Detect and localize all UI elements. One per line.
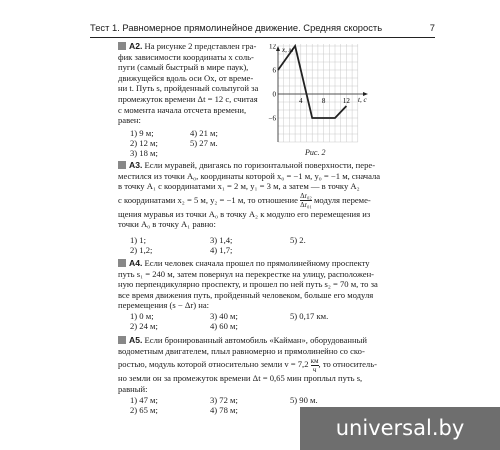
a4-line: перемещения (s − Δr) на: bbox=[118, 300, 210, 311]
a2-line: равен: bbox=[118, 115, 141, 126]
a4-answer: 3) 40 м; bbox=[210, 311, 238, 321]
y-tick-label: 6 bbox=[272, 66, 276, 75]
a5-line: водометным двигателем, плыл равномерно и прямолинейно со ско- bbox=[118, 345, 365, 356]
a5-text bbox=[118, 335, 377, 394]
square-bullet-icon bbox=[118, 42, 126, 50]
a3-fraction-num: Δr₀₂ bbox=[300, 192, 312, 201]
a5-line: равный: bbox=[118, 383, 148, 394]
a3-line: с координатами x₂ = 5 м, y₂ = −1 м, то отношение bbox=[118, 194, 298, 205]
header-rule bbox=[90, 37, 435, 38]
a5-fraction-num: км bbox=[310, 356, 319, 365]
a5-answer: 3) 72 м; bbox=[210, 395, 238, 405]
a2-line: движущейся вдоль оси Ox, от време- bbox=[118, 72, 254, 83]
a2-line: ни t. Путь s, пройденный сольпугой за bbox=[118, 83, 259, 94]
a2-answer: 5) 27 м. bbox=[190, 138, 218, 148]
a3-answer: 4) 1,7; bbox=[210, 245, 233, 255]
a2-text bbox=[118, 41, 258, 126]
a4-answer: 5) 0,17 км. bbox=[290, 311, 329, 321]
a5-line: но земли он за промежуток времени Δt = 0,65 мин проплыл путь s, bbox=[118, 373, 363, 384]
a3-line: местился из точки A₀, координаты которой x₀ = −1 м, y₀ = −1 м, сначала bbox=[118, 170, 381, 181]
a4-answer: 1) 0 м; bbox=[130, 311, 154, 321]
a2-line: фик зависимости координаты x соль- bbox=[118, 51, 254, 62]
a3-fraction bbox=[300, 192, 312, 209]
y-tick-label: 0 bbox=[272, 90, 276, 99]
a4-line: путь s₁ = 240 м, затем повернул на перекрестке на улицу, расположен- bbox=[118, 268, 375, 279]
a3-line: Если муравей, двигаясь по горизонтальной поверхности, пере- bbox=[144, 160, 376, 170]
a2-line: промежуток времени Δt = 12 с, считая bbox=[118, 93, 258, 104]
square-bullet-icon bbox=[118, 161, 126, 169]
x-tick-label: 4 bbox=[299, 97, 303, 105]
x-tick-label: 12 bbox=[342, 97, 350, 105]
a4-line: ную перпендикулярно проспекту, и прошел по ней путь s₂ = 70 м, то за bbox=[118, 279, 378, 290]
a5-answer: 2) 65 м; bbox=[130, 405, 158, 415]
page-number: 7 bbox=[429, 22, 435, 33]
watermark-logo: universal.by bbox=[300, 407, 500, 450]
a3-line: щения муравья из точки A₀ в точку A₂ к модулю его перемещения из bbox=[118, 208, 371, 219]
a5-line: , то относитель- bbox=[318, 359, 378, 370]
a4-answer: 2) 24 м; bbox=[130, 321, 158, 331]
a3-text bbox=[118, 160, 380, 230]
a4-line: все время движения путь, пройденный человеком, больше его модуля bbox=[118, 289, 374, 300]
a3-answer: 5) 2. bbox=[290, 235, 306, 245]
a3-line: точки A₀ в точку A₁ равно: bbox=[118, 219, 216, 230]
page-header-title: Тест 1. Равномерное прямолинейное движение. Средняя скорость bbox=[90, 22, 383, 33]
y-tick-label: −6 bbox=[268, 114, 276, 123]
a4-answer: 4) 60 м; bbox=[210, 321, 238, 331]
a3-answer: 2) 1,2; bbox=[130, 245, 153, 255]
a2-line: пуги (самый быстрый в мире паук), bbox=[118, 62, 249, 73]
a2-answer: 3) 18 м; bbox=[130, 148, 158, 158]
a3-answer: 1) 1; bbox=[130, 235, 146, 245]
a3-fraction-den: Δr₀₁ bbox=[300, 201, 312, 210]
a3-line: модуля переме- bbox=[313, 194, 371, 205]
a5-answer: 1) 47 м; bbox=[130, 395, 158, 405]
a5-fraction bbox=[311, 357, 319, 374]
a2-answer: 2) 12 м; bbox=[130, 138, 158, 148]
y-axis-arrow bbox=[276, 46, 280, 51]
a3-line: в точку A₁ с координатами x₁ = 2 м, y₁ = 3 м, а затем — в точку A₂ bbox=[118, 181, 360, 192]
a5-line: ростью, модуль которой относительно земли v = 7,2 bbox=[118, 359, 309, 370]
a2-line: с момента начала отсчета времени, bbox=[118, 104, 247, 115]
a3-answer: 3) 1,4; bbox=[210, 235, 233, 245]
a2-answer: 4) 21 м; bbox=[190, 128, 218, 138]
a5-fraction-den: ч bbox=[312, 365, 317, 374]
square-bullet-icon bbox=[118, 336, 126, 344]
figure-caption: Рис. 2 bbox=[305, 148, 326, 157]
a4-label: А4. bbox=[129, 258, 143, 268]
a2-answer: 1) 9 м; bbox=[130, 128, 154, 138]
a5-label: А5. bbox=[129, 335, 143, 345]
a2-label: А2. bbox=[129, 41, 143, 51]
y-tick-label: 12 bbox=[269, 44, 276, 51]
x-tick-label: 8 bbox=[321, 97, 326, 105]
a4-line: Если человек сначала прошел по прямолинейному проспекту bbox=[144, 258, 370, 268]
a5-answer: 5) 90 м. bbox=[290, 395, 318, 405]
x-axis-label: t, c bbox=[358, 96, 367, 104]
page-header bbox=[90, 22, 435, 36]
square-bullet-icon bbox=[118, 259, 126, 267]
a4-text bbox=[118, 258, 378, 311]
a2-line: На рисунке 2 представлен гра- bbox=[144, 41, 257, 51]
a5-line: Если бронированный автомобиль «Кайман», оборудованный bbox=[144, 335, 367, 345]
a3-label: А3. bbox=[129, 160, 143, 170]
y-axis-label: x, м bbox=[282, 46, 294, 54]
a5-answer: 4) 78 м; bbox=[210, 405, 238, 415]
graph-grid bbox=[278, 44, 358, 142]
figure-2-graph bbox=[268, 44, 372, 149]
